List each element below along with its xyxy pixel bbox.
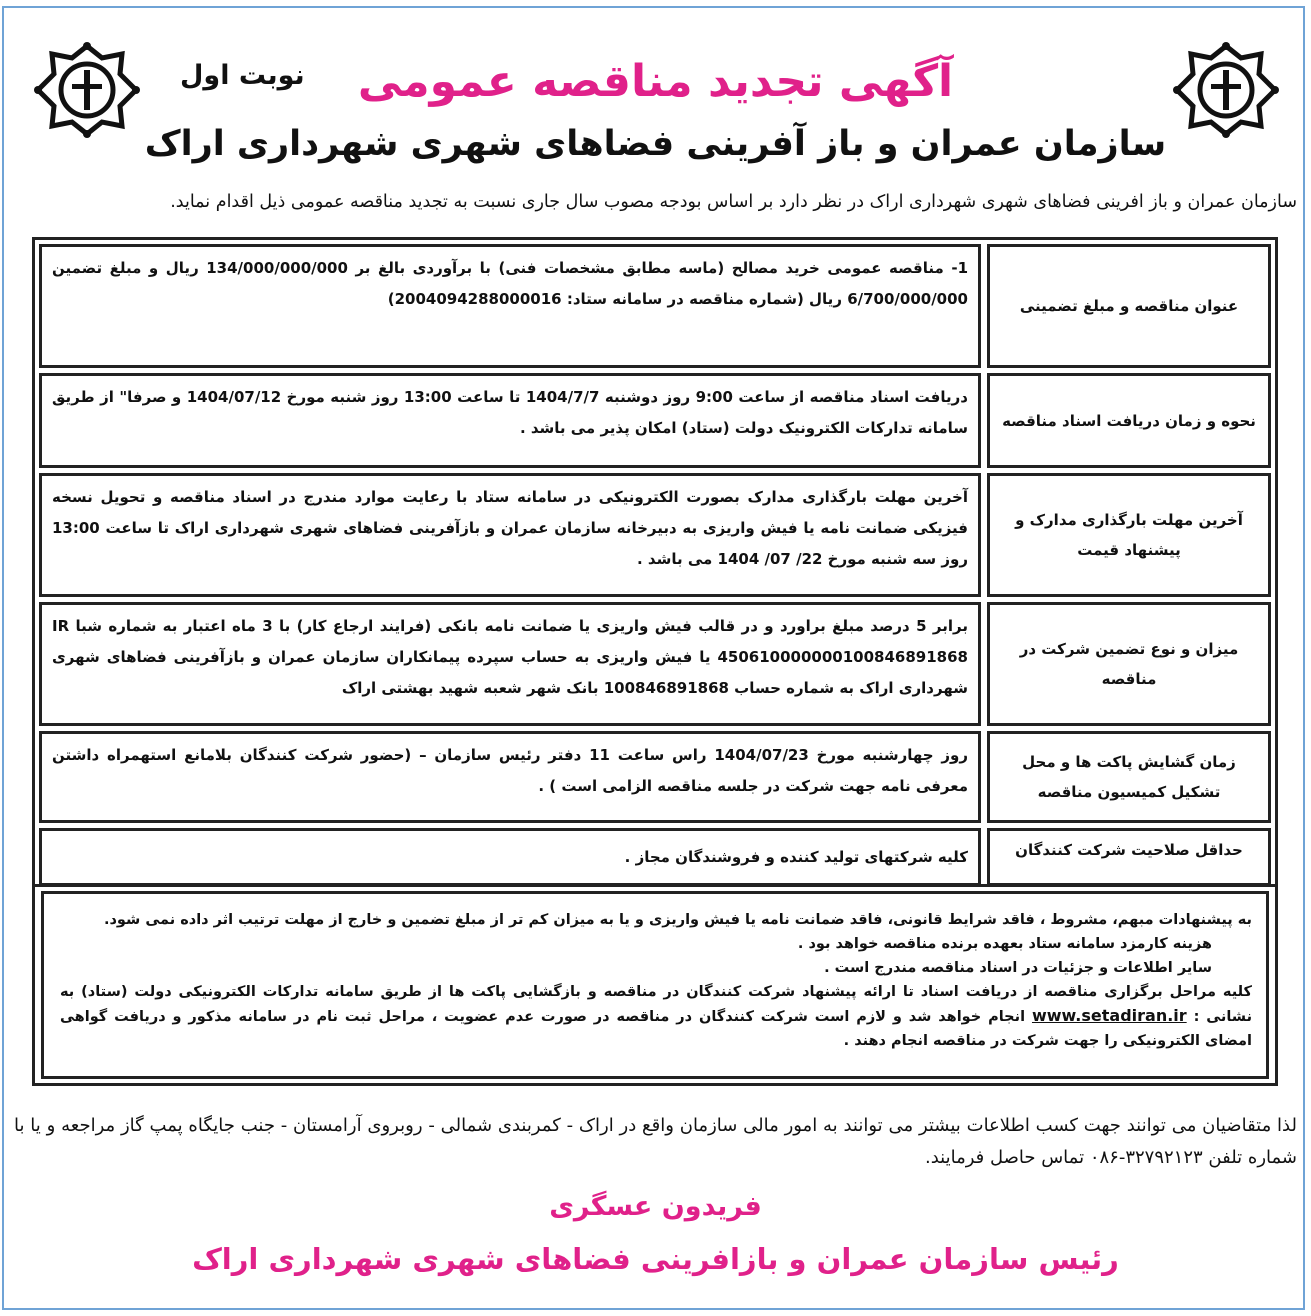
tender-details-table	[32, 237, 1278, 887]
notice-title: آگهی تجدید مناقصه عمومی	[357, 56, 954, 107]
round-label: نوبت اول	[180, 60, 305, 91]
row-label: آخرین مهلت بارگذاری مدارک و پیشنهاد قیمت	[987, 473, 1271, 597]
row-content: دریافت اسناد مناقصه از ساعت 9:00 روز دوشنبه 1404/7/7 تا ساعت 13:00 روز شنبه مورخ 1404/07/12 و صرفا" از طریق سامانه تدارکات الکترونیک دولت (ستاد) امکان پذیر می باشد .	[39, 373, 981, 468]
row-label: زمان گشایش پاکت ها و محل تشکیل کمیسیون مناقصه	[987, 731, 1271, 823]
table-row	[39, 244, 1271, 368]
terms-list	[41, 891, 1269, 1079]
row-content: برابر 5 درصد مبلغ براورد و در قالب فیش واریزی یا ضمانت نامه بانکی (فرایند ارجاع کار) با 3 ماه اعتبار به شماره شبا IR 450610000000100846891868 یا فیش واریزی به حساب سپرده پیمانکاران سازمان عمران و بازآفرینی فضاهای شهری شهرداری اراک به شماره حساب 100846891868 بانک شهر شعبه شهید بهشتی اراک	[39, 602, 981, 726]
row-content: آخرین مهلت بارگذاری مدارک بصورت الکترونیکی در سامانه ستاد با رعایت موارد مندرج در اسناد مناقصه و تحویل نسخه فیزیکی ضمانت نامه یا فیش واریزی به دبیرخانه سازمان عمران و بازآفرینی فضاهای شهری شهرداری اراک تا ساعت 13:00 روز سه شنبه مورخ 22/ 07/ 1404 می باشد .	[39, 473, 981, 597]
terms-box	[32, 884, 1278, 1086]
setadiran-link[interactable]: www.setadiran.ir	[1031, 1006, 1187, 1025]
table-row	[39, 731, 1271, 823]
terms-item	[60, 980, 1252, 1053]
row-label: نحوه و زمان دریافت اسناد مناقصه	[987, 373, 1271, 468]
terms-item-text: انجام خواهد شد و لازم است شرکت کنندگان در مناقصه در صورت عدم عضویت ، مراحل ثبت نام در سامانه مذکور و دریافت گواهی امضای الکترونیکی را جهت شرکت در مناقصه انجام دهند .	[60, 1009, 1252, 1049]
table-row	[39, 473, 1271, 597]
row-content: 1- مناقصه عمومی خرید مصالح (ماسه مطابق مشخصات فنی) با برآوردی بالغ بر 134/000/000/000 ریال و مبلغ تضمین 6/700/000/000 ریال (شماره مناقصه در سامانه ستاد: 2004094288000016)	[39, 244, 981, 368]
terms-item: به پیشنهادات مبهم، مشروط ، فاقد شرایط قانونی، فاقد ضمانت نامه یا فیش واریزی و یا به میزان کم تر از مبلغ تضمین و خارج از مهلت ترتیب اثر داده نمی شود.	[103, 912, 1252, 928]
signatory-title: رئیس سازمان عمران و بازافرینی فضاهای شهری شهرداری اراک	[192, 1242, 1119, 1276]
terms-item: هزینه کارمزد سامانه ستاد بعهده برنده مناقصه خواهد بود .	[797, 936, 1212, 952]
row-label: میزان و نوع تضمین شرکت در مناقصه	[987, 602, 1271, 726]
table-row	[39, 828, 1271, 886]
signatory-name: فریدون عسگری	[549, 1191, 762, 1222]
row-content: روز چهارشنبه مورخ 1404/07/23 راس ساعت 11 دفتر رئیس سازمان – (حضور شرکت کنندگان بلامانع استهمراه داشتن معرفی نامه جهت شرکت در جلسه مناقصه الزامی است ) .	[39, 731, 981, 823]
terms-item-text: کلیه مراحل برگزاری مناقصه از دریافت اسناد تا ارائه پیشنهاد شرکت کنندگان در مناقصه و بازگشایی پاکت ها از طریق سامانه تدارکات الکترونیکی دولت (ستاد) به نشانی :	[60, 984, 1253, 1025]
terms-item: سایر اطلاعات و جزئیات در اسناد مناقصه مندرج است .	[824, 960, 1212, 976]
table-row	[39, 373, 1271, 468]
organization-name: سازمان عمران و باز آفرینی فضاهای شهری شهرداری اراک	[144, 124, 1167, 164]
contact-paragraph: لذا متقاضیان می توانند جهت کسب اطلاعات بیشتر می توانند به امور مالی سازمان واقع در اراک - کمربندی شمالی - روبروی آرامستان - جنب جایگاه پمپ گاز مراجعه و یا با شماره تلفن ۳۲۷۹۲۱۲۳-۰۸۶ تماس حاصل فرمایند.	[14, 1115, 1297, 1168]
intro-text: سازمان عمران و باز افرینی فضاهای شهری شهرداری اراک در نظر دارد بر اساس بودجه مصوب سال جاری نسبت به تجدید مناقصه عمومی ذیل اقدام نماید.	[170, 192, 1297, 212]
row-content: کلیه شرکتهای تولید کننده و فروشندگان مجاز .	[39, 828, 981, 886]
row-label: حداقل صلاحیت شرکت کنندگان	[987, 828, 1271, 886]
table-row	[39, 602, 1271, 726]
row-label: عنوان مناقصه و مبلغ تضمینی	[987, 244, 1271, 368]
